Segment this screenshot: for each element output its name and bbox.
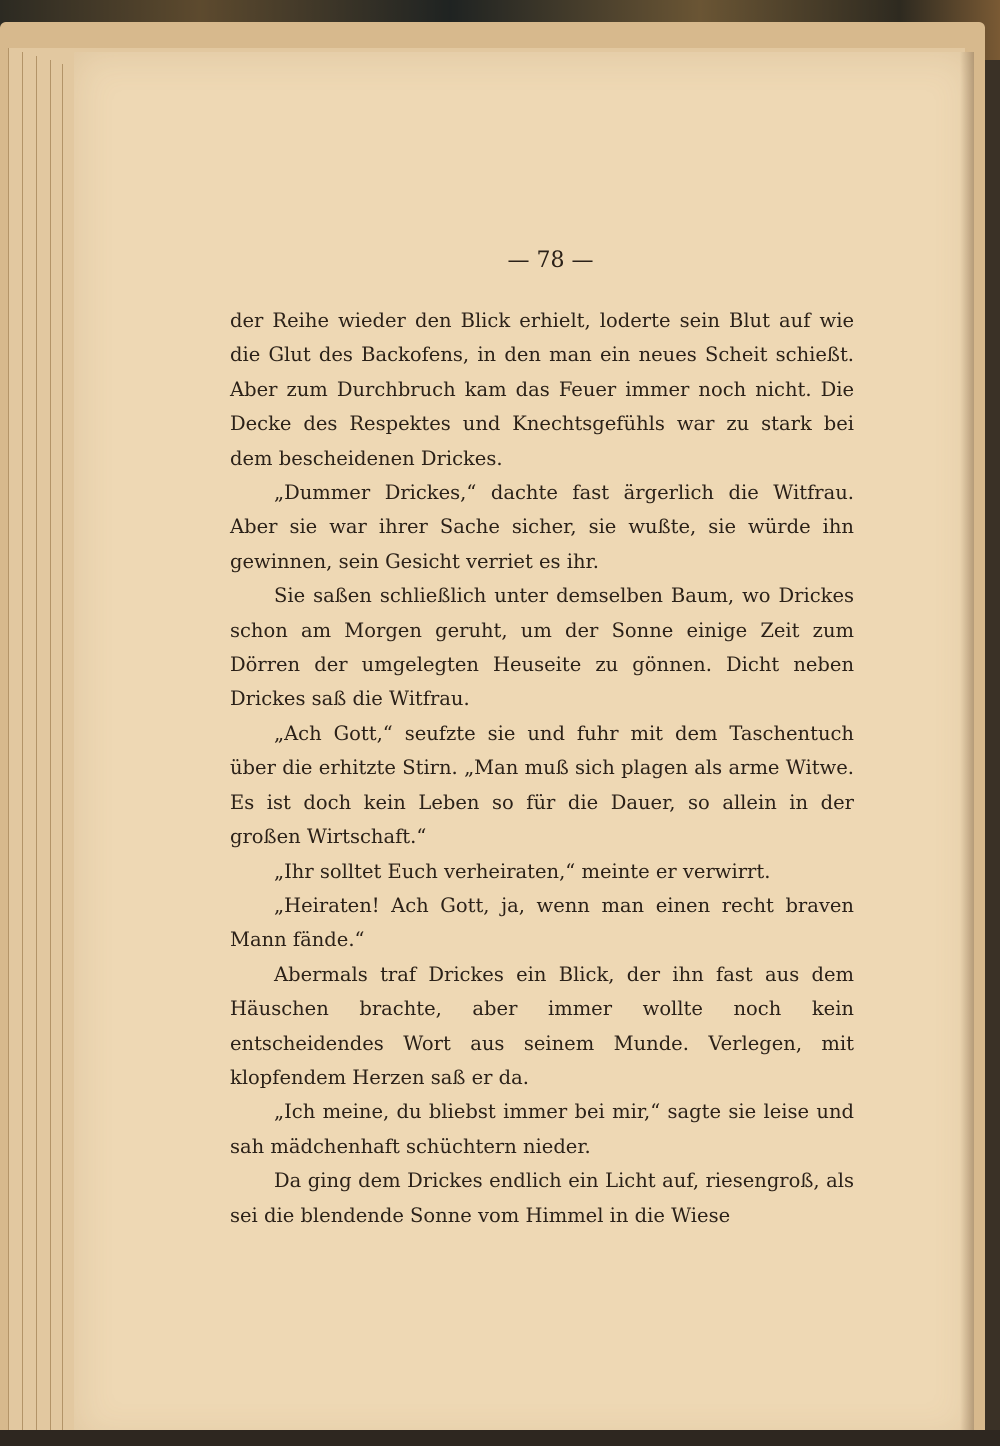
paragraph: Sie saßen schließlich unter demselben Baum, wo Drickes schon am Morgen geruht, um der Sonne einige Zeit zum Dörren der umgelegten Heuseite zu gönnen. Dicht neben Drickes saß die Witfrau.: [230, 584, 854, 711]
paragraph: „Ach Gott,“ seufzte sie und fuhr mit dem Taschentuch über die erhitzte Stirn. „Man muß sich plagen als arme Witwe. Es ist doch kein Leben so für die Dauer, so allein in der großen Wirtschaft.“: [230, 721, 854, 849]
paragraph: „Heiraten! Ach Gott, ja, wenn man einen recht braven Mann fände.“: [230, 893, 854, 952]
page-spine-shadow: [960, 52, 974, 1442]
paragraph: „Dummer Drickes,“ dachte fast ärgerlich die Witfrau. Aber sie war ihrer Sache sicher, sie wußte, sie würde ihn gewinnen, sein Gesicht verriet es ihr.: [230, 481, 854, 573]
paragraph: der Reihe wieder den Blick erhielt, loderte sein Blut auf wie die Glut des Backofens, in den man ein neues Scheit schießt. Aber zum Durchbruch kam das Feuer immer noch nicht. Die Decke des Respektes und Knechtsgefühls war zu stark bei dem bescheidenen Drickes.: [230, 309, 854, 470]
page-text: [230, 304, 854, 1233]
paragraph: „Ihr solltet Euch verheiraten,“ meinte er verwirrt.: [274, 859, 771, 883]
table-surface: [0, 1430, 1000, 1446]
paragraph: Abermals traf Drickes ein Blick, der ihn fast aus dem Häuschen brachte, aber immer wollte noch kein entscheidendes Wort aus seinem Munde. Verlegen, mit klopfendem Herzen saß er da.: [230, 962, 854, 1089]
paragraph: „Ich meine, du bliebst immer bei mir,“ sagte sie leise und sah mädchenhaft schüchtern nieder.: [230, 1100, 854, 1158]
page-number: — 78 —: [507, 248, 594, 273]
paragraph: Da ging dem Drickes endlich ein Licht auf, riesengroß, als sei die blendende Sonne vom Himmel in die Wiese: [230, 1169, 854, 1227]
